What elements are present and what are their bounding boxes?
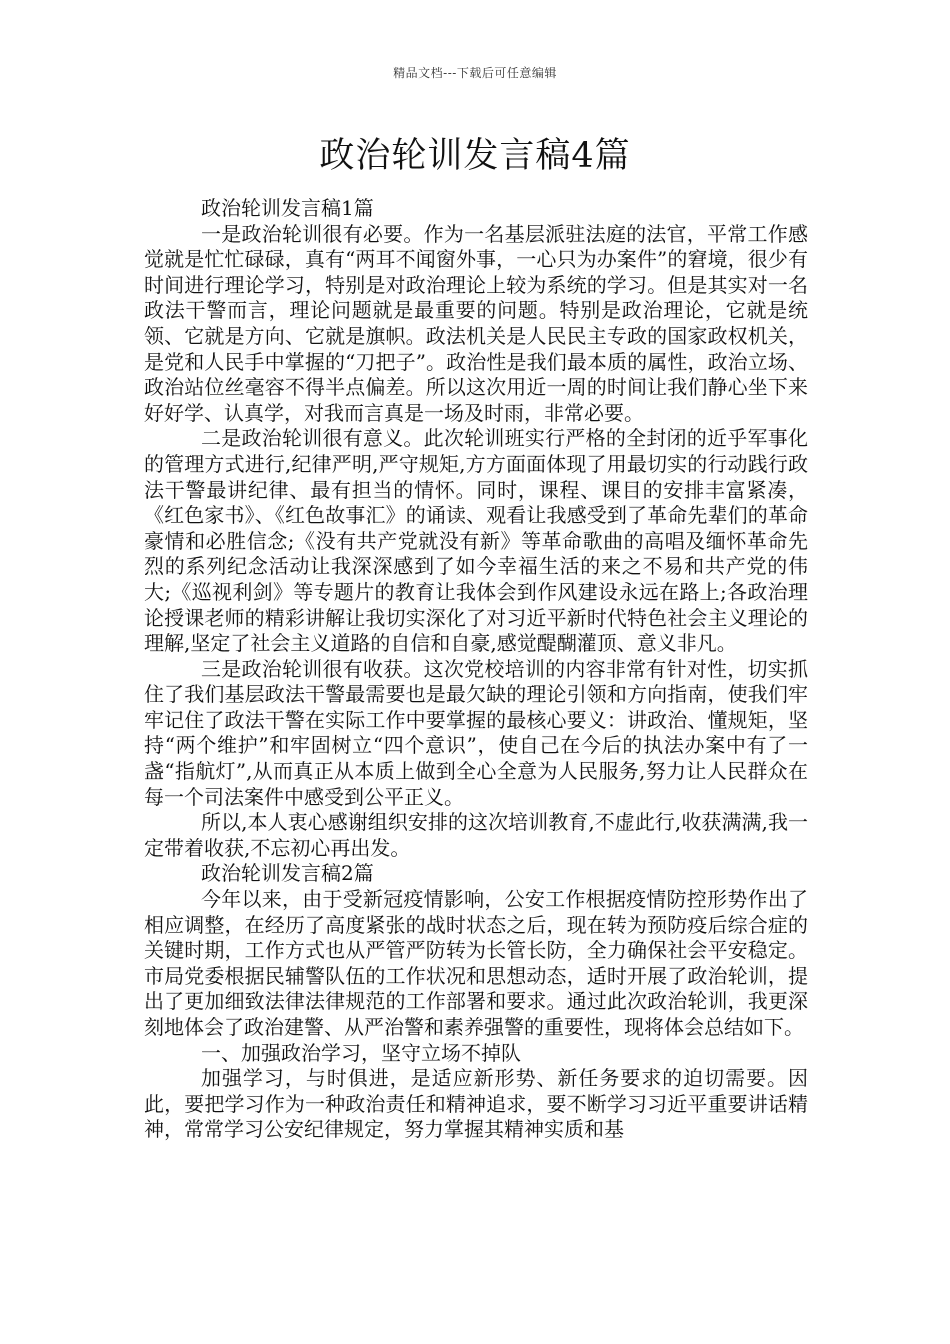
paragraph: 所以,本人衷心感谢组织安排的这次培训教育,不虚此行,收获满满,我一定带着收获,不忘初心再出发。 [144, 810, 808, 860]
paragraph: 三是政治轮训很有收获。这次党校培训的内容非常有针对性，切实抓住了我们基层政法干警最需要也是最欠缺的理论引领和方向指南，使我们牢牢记住了政法干警在实际工作中要掌握的最核心要义：讲政治、懂规矩，坚持“两个维护”和牢固树立“四个意识”，使自己在今后的执法办案中有了一盏“指航灯”,从而真正从本质上做到全心全意为人民服务,努力让人民群众在每一个司法案件中感受到公平正义。 [144, 656, 808, 809]
paragraph: 一是政治轮训很有必要。作为一名基层派驻法庭的法官，平常工作感觉就是忙忙碌碌，真有“两耳不闻窗外事，一心只为办案件”的窘境，很少有时间进行理论学习，特别是对政治理论上较为系统的学习。但是其实对一名政法干警而言，理论问题就是最重要的问题。特别是政治理论，它就是统领、它就是方向、它就是旗帜。政法机关是人民民主专政的国家政权机关，是党和人民手中掌握的“刀把子”。政治性是我们最本质的属性，政治立场、政治站位丝毫容不得半点偏差。所以这次用近一周的时间让我们静心坐下来好好学、认真学，对我而言真是一场及时雨，非常必要。 [144, 221, 808, 425]
section-heading-1: 政治轮训发言稿1篇 [201, 196, 374, 220]
paragraph: 今年以来，由于受新冠疫情影响，公安工作根据疫情防控形势作出了相应调整，在经历了高度紧张的战时状态之后，现在转为预防疫后综合症的关键时期，工作方式也从严管严防转为长管长防，全力确保社会平安稳定。市局党委根据民辅警队伍的工作状况和思想动态，适时开展了政治轮训，提出了更加细致法律法律规范的工作部署和要求。通过此次政治轮训，我更深刻地体会了政治建警、从严治警和素养强警的重要性，现将体会总结如下。 [144, 887, 808, 1039]
document-title: 政治轮训发言稿4篇 [319, 136, 631, 176]
document-body [144, 196, 808, 1143]
section-heading-2: 政治轮训发言稿2篇 [201, 861, 374, 886]
subheading: 一、加强政治学习，坚守立场不掉队 [201, 1040, 521, 1065]
header-note: 精品文档---下载后可任意编辑 [393, 66, 557, 80]
paragraph: 二是政治轮训很有意义。此次轮训班实行严格的全封闭的近乎军事化的管理方式进行,纪律严明,严守规矩,方方面面体现了用最切实的行动践行政法干警最讲纪律、最有担当的情怀。同时，课程、课目的安排丰富紧凑，《红色家书》、《红色故事汇》的诵读、观看让我感受到了革命先辈们的革命豪情和必胜信念;《没有共产党就没有新》等革命歌曲的高唱及缅怀革命先烈的系列纪念活动让我深深感到了如今幸福生活的来之不易和共产党的伟大;《巡视利剑》等专题片的教育让我体会到作风建设永远在路上;各政治理论授课老师的精彩讲解让我切实深化了对习近平新时代特色社会主义理论的理解,坚定了社会主义道路的自信和自豪,感觉醍醐灌顶、意义非凡。 [144, 426, 808, 656]
paragraph: 加强学习，与时俱进，是适应新形势、新任务要求的迫切需要。因此，要把学习作为一种政治责任和精神追求，要不断学习习近平重要讲话精神，常常学习公安纪律规定，努力掌握其精神实质和基 [144, 1066, 808, 1142]
